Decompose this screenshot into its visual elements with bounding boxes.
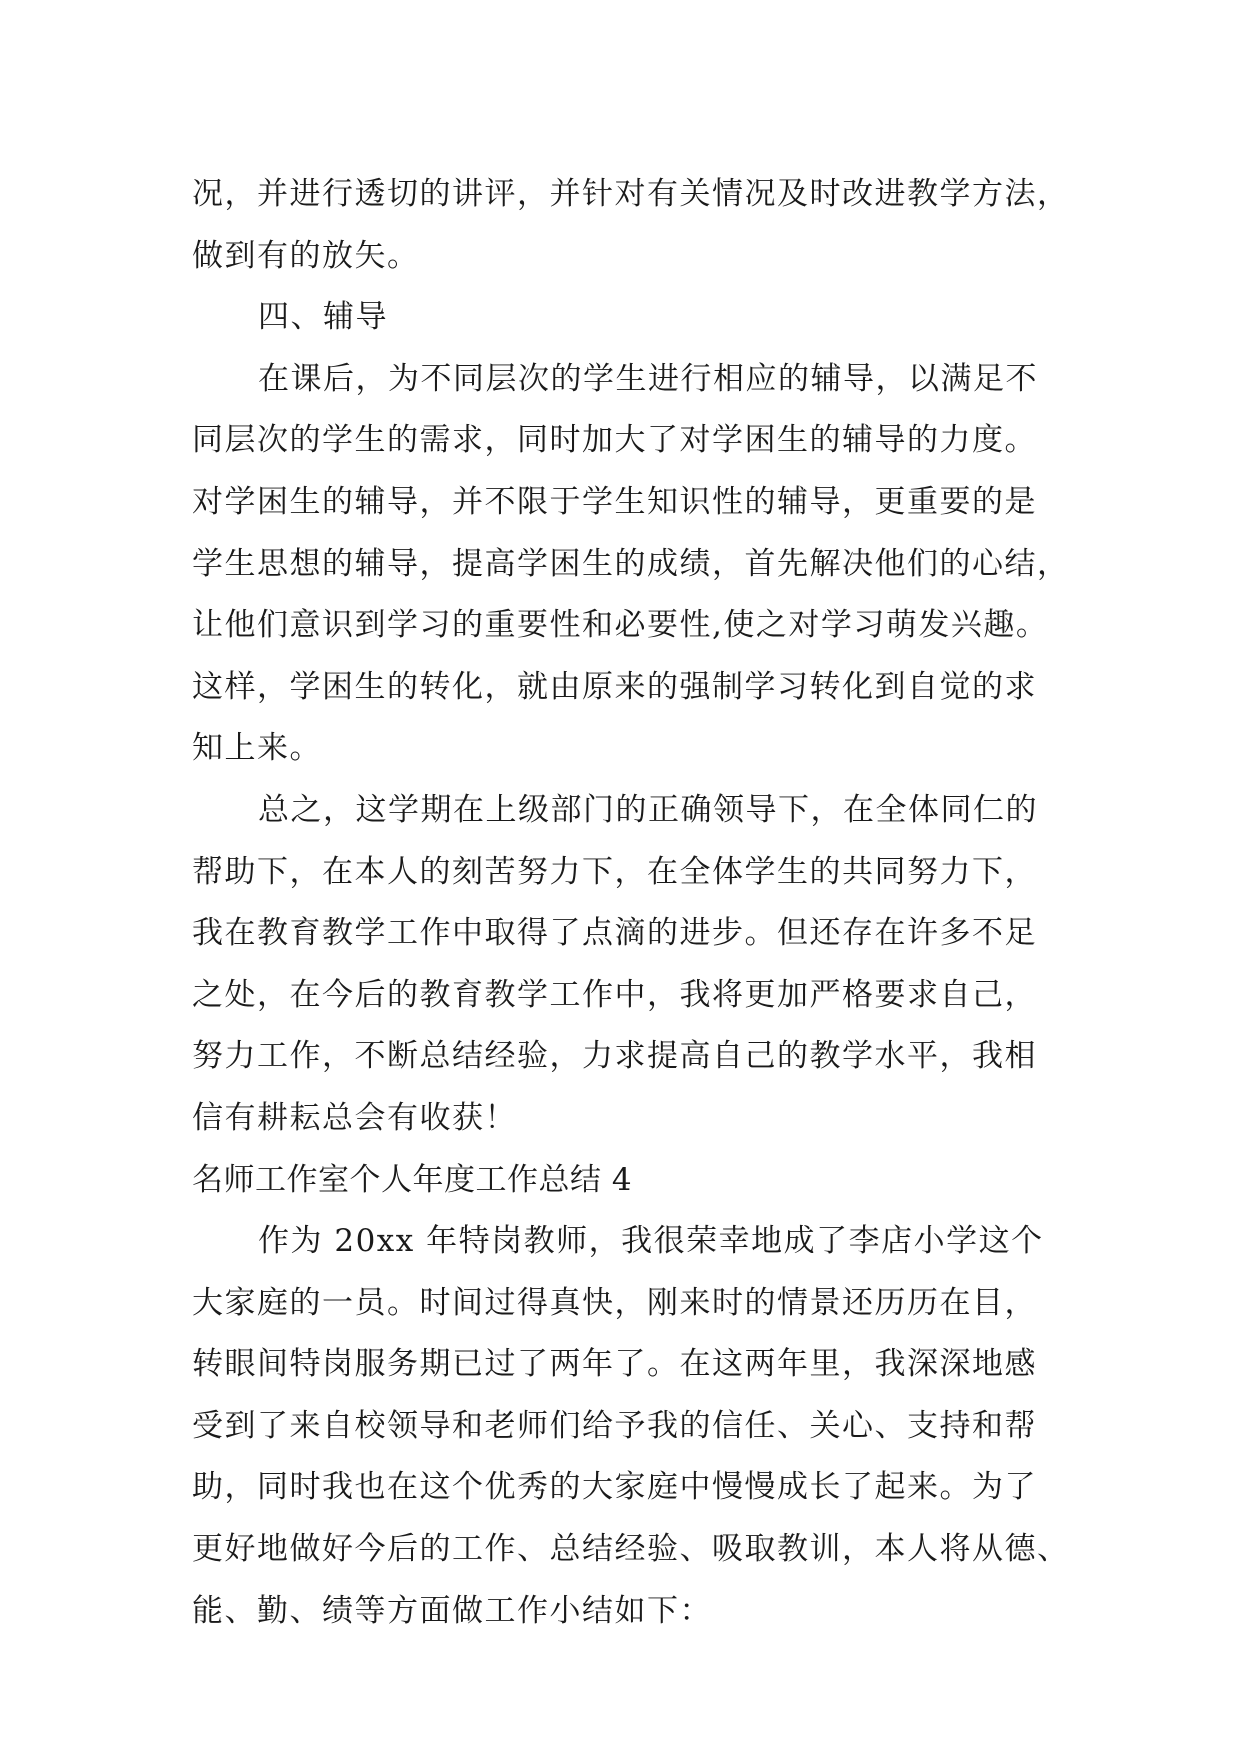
text-line: 作为 20xx 年特岗教师，我很荣幸地成了李店小学这个	[258, 1223, 1044, 1260]
text-line: 帮助下，在本人的刻苦努力下，在全体学生的共同努力下，	[192, 853, 1037, 890]
text-line: 我在教育教学工作中取得了点滴的进步。但还存在许多不足	[192, 915, 1037, 952]
text-line: 之处，在今后的教育教学工作中，我将更加严格要求自己，	[192, 976, 1037, 1013]
text-line: 受到了来自校领导和老师们给予我的信任、关心、支持和帮	[192, 1407, 1037, 1444]
text-line: 同层次的学生的需求，同时加大了对学困生的辅导的力度。	[192, 422, 1037, 459]
text-line: 助，同时我也在这个优秀的大家庭中慢慢成长了起来。为了	[192, 1469, 1037, 1506]
text-line: 转眼间特岗服务期已过了两年了。在这两年里，我深深地感	[192, 1346, 1037, 1383]
text-line: 大家庭的一员。时间过得真快，刚来时的情景还历历在目，	[192, 1284, 1037, 1321]
text-line: 做到有的放矢。	[192, 237, 420, 274]
section-heading: 名师工作室个人年度工作总结 4	[192, 1161, 633, 1198]
document-body	[192, 164, 1072, 1642]
text-line: 能、勤、绩等方面做工作小结如下：	[192, 1592, 712, 1629]
text-line: 更好地做好今后的工作、总结经验、吸取教训，本人将从德、	[192, 1531, 1070, 1568]
text-line: 让他们意识到学习的重要性和必要性,使之对学习萌发兴趣。	[192, 607, 1049, 644]
text-line: 信有耕耘总会有收获！	[192, 1099, 517, 1136]
text-line: 知上来。	[192, 730, 322, 767]
text-line: 努力工作，不断总结经验，力求提高自己的教学水平，我相	[192, 1038, 1037, 1075]
text-line: 学生思想的辅导，提高学困生的成绩，首先解决他们的心结，	[192, 545, 1070, 582]
text-line: 在课后，为不同层次的学生进行相应的辅导，以满足不	[258, 360, 1038, 397]
text-line: 四、辅导	[258, 299, 388, 336]
text-line: 况，并进行透切的讲评，并针对有关情况及时改进教学方法，	[192, 176, 1070, 212]
text-line: 对学困生的辅导，并不限于学生知识性的辅导，更重要的是	[192, 483, 1037, 520]
text-line: 总之，这学期在上级部门的正确领导下，在全体同仁的	[258, 791, 1038, 828]
text-line: 这样，学困生的转化，就由原来的强制学习转化到自觉的求	[192, 668, 1037, 705]
